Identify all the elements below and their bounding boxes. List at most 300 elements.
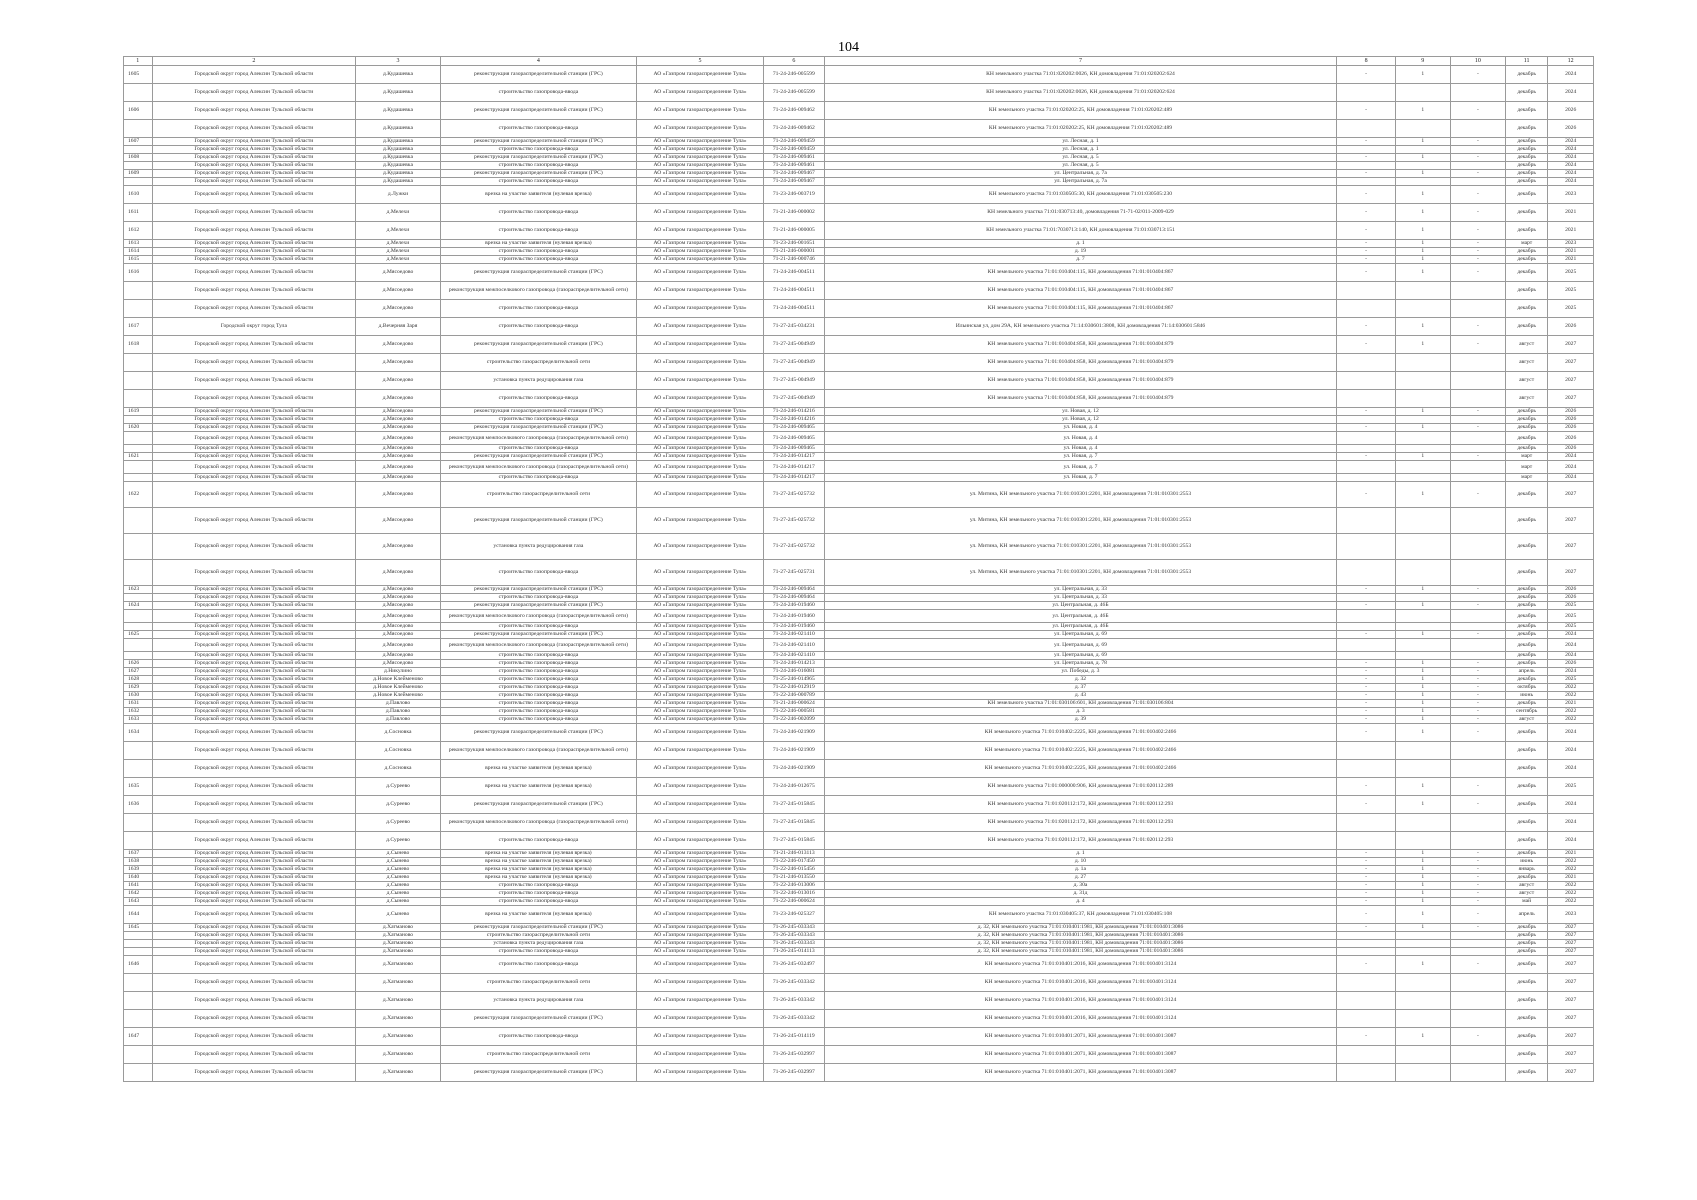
work-type-cell: реконструкция газораспределительной станции (ГРС) xyxy=(440,453,636,461)
table-row xyxy=(124,652,1594,660)
quantity-cell: 1 xyxy=(1395,850,1450,858)
quantity-cell: 1 xyxy=(1395,898,1450,906)
contract-number-cell: 71-24-246-009465 xyxy=(764,445,824,453)
address-cell: д. 43 xyxy=(824,692,1337,700)
municipality-cell: Городской округ город Алексин Тульской области xyxy=(152,264,355,282)
contract-number-cell: 71-24-246-004511 xyxy=(764,300,824,318)
col10-value-cell xyxy=(1450,974,1505,992)
organization-cell: АО «Газпром газораспределение Тула» xyxy=(636,318,763,336)
quantity-cell: 1 xyxy=(1395,1028,1450,1046)
month-cell: декабрь xyxy=(1505,154,1547,162)
row-number-cell xyxy=(124,534,153,560)
table-row xyxy=(124,708,1594,716)
address-cell: КН земельного участка 71:01:010404:858, КН домовладения 71:01:010404:879 xyxy=(824,390,1337,408)
row-number-cell xyxy=(124,445,153,453)
row-number-cell: 1646 xyxy=(124,956,153,974)
col8-value-cell: - xyxy=(1337,708,1395,716)
settlement-cell: д.Павлово xyxy=(356,700,441,708)
col10-value-cell: - xyxy=(1450,906,1505,924)
year-cell: 2024 xyxy=(1548,178,1594,186)
row-number-cell xyxy=(124,623,153,631)
address-cell: Ильинская ул, дом 29А, КН земельного участка 71:14:030601:3808, КН домовладения 71:14:030601:5846 xyxy=(824,318,1337,336)
year-cell: 2022 xyxy=(1548,882,1594,890)
work-type-cell: строительство газораспределительной сети xyxy=(440,482,636,508)
month-cell: декабрь xyxy=(1505,602,1547,610)
quantity-cell xyxy=(1395,1064,1450,1082)
year-cell: 2022 xyxy=(1548,898,1594,906)
year-cell: 2027 xyxy=(1548,372,1594,390)
contract-number-cell: 71-24-246-009467 xyxy=(764,178,824,186)
col10-value-cell: - xyxy=(1450,408,1505,416)
settlement-cell: д.Лужки xyxy=(356,186,441,204)
contract-number-cell: 71-21-246-013113 xyxy=(764,850,824,858)
municipality-cell: Городской округ город Алексин Тульской области xyxy=(152,1028,355,1046)
organization-cell: АО «Газпром газораспределение Тула» xyxy=(636,453,763,461)
col10-value-cell: - xyxy=(1450,850,1505,858)
col10-value-cell: - xyxy=(1450,586,1505,594)
settlement-cell: д.Кудашевка xyxy=(356,138,441,146)
row-number-cell: 1638 xyxy=(124,858,153,866)
municipality-cell: Городской округ город Алексин Тульской области xyxy=(152,639,355,652)
row-number-cell: 1616 xyxy=(124,264,153,282)
quantity-cell: 1 xyxy=(1395,66,1450,84)
settlement-cell: д.Суреево xyxy=(356,832,441,850)
year-cell: 2024 xyxy=(1548,461,1594,474)
table-row xyxy=(124,102,1594,120)
col10-value-cell: - xyxy=(1450,890,1505,898)
table-row xyxy=(124,390,1594,408)
row-number-cell: 1631 xyxy=(124,700,153,708)
table-row xyxy=(124,264,1594,282)
settlement-cell: д.Мясоедово xyxy=(356,390,441,408)
quantity-cell: 1 xyxy=(1395,708,1450,716)
work-type-cell: врезка на участке заявителя (нулевая врезка) xyxy=(440,906,636,924)
organization-cell: АО «Газпром газораспределение Тула» xyxy=(636,992,763,1010)
row-number-cell: 1641 xyxy=(124,882,153,890)
quantity-cell xyxy=(1395,432,1450,445)
row-number-cell: 1619 xyxy=(124,408,153,416)
work-type-cell: реконструкция газораспределительной станции (ГРС) xyxy=(440,724,636,742)
settlement-cell: д.Мясоедово xyxy=(356,474,441,482)
work-type-cell: реконструкция межпоселкового газопровода (газораспределительной сети) xyxy=(440,639,636,652)
row-number-cell xyxy=(124,146,153,154)
col8-value-cell: - xyxy=(1337,796,1395,814)
year-cell: 2024 xyxy=(1548,66,1594,84)
municipality-cell: Городской округ город Алексин Тульской области xyxy=(152,445,355,453)
col8-value-cell: - xyxy=(1337,424,1395,432)
col8-value-cell xyxy=(1337,282,1395,300)
work-type-cell: реконструкция межпоселкового газопровода (газораспределительной сети) xyxy=(440,461,636,474)
organization-cell: АО «Газпром газораспределение Тула» xyxy=(636,594,763,602)
col8-value-cell: - xyxy=(1337,408,1395,416)
address-cell: д. 1 xyxy=(824,240,1337,248)
year-cell: 2025 xyxy=(1548,300,1594,318)
col10-value-cell: - xyxy=(1450,676,1505,684)
address-cell: КН земельного участка 71:01:020202:25, КН домовладения 71:01:020202:489 xyxy=(824,120,1337,138)
month-cell: август xyxy=(1505,890,1547,898)
contract-number-cell: 71-22-246-017450 xyxy=(764,858,824,866)
organization-cell: АО «Газпром газораспределение Тула» xyxy=(636,660,763,668)
col8-value-cell: - xyxy=(1337,222,1395,240)
col8-value-cell xyxy=(1337,432,1395,445)
address-cell: д. 31д xyxy=(824,890,1337,898)
contract-number-cell: 71-26-245-033342 xyxy=(764,992,824,1010)
year-cell: 2025 xyxy=(1548,602,1594,610)
address-cell: д. 7 xyxy=(824,256,1337,264)
col10-value-cell xyxy=(1450,354,1505,372)
organization-cell: АО «Газпром газораспределение Тула» xyxy=(636,874,763,882)
municipality-cell: Городской округ город Алексин Тульской области xyxy=(152,256,355,264)
organization-cell: АО «Газпром газораспределение Тула» xyxy=(636,432,763,445)
year-cell: 2024 xyxy=(1548,170,1594,178)
organization-cell: АО «Газпром газораспределение Тула» xyxy=(636,906,763,924)
year-cell: 2026 xyxy=(1548,102,1594,120)
organization-cell: АО «Газпром газораспределение Тула» xyxy=(636,742,763,760)
col10-value-cell xyxy=(1450,416,1505,424)
quantity-cell: 1 xyxy=(1395,336,1450,354)
row-number-cell: 1625 xyxy=(124,631,153,639)
municipality-cell: Городской округ город Алексин Тульской области xyxy=(152,898,355,906)
table-row xyxy=(124,461,1594,474)
work-type-cell: реконструкция межпоселкового газопровода (газораспределительной сети) xyxy=(440,282,636,300)
contract-number-cell: 71-24-246-009462 xyxy=(764,120,824,138)
address-cell: КН земельного участка 71:01:010401:2071, КН домовладения 71:01:010401:3087 xyxy=(824,1064,1337,1082)
table-row xyxy=(124,84,1594,102)
municipality-cell: Городской округ город Алексин Тульской области xyxy=(152,992,355,1010)
address-cell: ул. Центральная, д. 78 xyxy=(824,660,1337,668)
table-row xyxy=(124,832,1594,850)
work-type-cell: врезка на участке заявителя (нулевая врезка) xyxy=(440,858,636,866)
month-cell: март xyxy=(1505,453,1547,461)
municipality-cell: Городской округ город Алексин Тульской области xyxy=(152,623,355,631)
row-number-cell xyxy=(124,639,153,652)
year-cell: 2022 xyxy=(1548,684,1594,692)
table-row xyxy=(124,416,1594,424)
row-number-cell xyxy=(124,992,153,1010)
address-cell: д. 32, КН земельного участка 71:01:010401:1981, КН домовладения 71:01:010401:3086 xyxy=(824,924,1337,932)
month-cell: декабрь xyxy=(1505,932,1547,940)
address-cell: ул. Новая, д. 4 xyxy=(824,445,1337,453)
organization-cell: АО «Газпром газораспределение Тула» xyxy=(636,508,763,534)
quantity-cell xyxy=(1395,1010,1450,1028)
organization-cell: АО «Газпром газораспределение Тула» xyxy=(636,146,763,154)
settlement-cell: д.Хатманово xyxy=(356,924,441,932)
col10-value-cell xyxy=(1450,594,1505,602)
table-row xyxy=(124,424,1594,432)
month-cell: декабрь xyxy=(1505,594,1547,602)
table-row xyxy=(124,534,1594,560)
organization-cell: АО «Газпром газораспределение Тула» xyxy=(636,760,763,778)
settlement-cell: д.Мясоедово xyxy=(356,594,441,602)
col8-value-cell xyxy=(1337,974,1395,992)
row-number-cell: 1644 xyxy=(124,906,153,924)
contract-number-cell: 71-26-245-033343 xyxy=(764,940,824,948)
work-type-cell: реконструкция газораспределительной станции (ГРС) xyxy=(440,924,636,932)
col8-value-cell: - xyxy=(1337,482,1395,508)
month-cell: декабрь xyxy=(1505,700,1547,708)
table-row xyxy=(124,639,1594,652)
municipality-cell: Городской округ город Алексин Тульской области xyxy=(152,120,355,138)
work-type-cell: строительство газопровода-ввода xyxy=(440,300,636,318)
contract-number-cell: 71-24-246-009464 xyxy=(764,594,824,602)
year-cell: 2027 xyxy=(1548,482,1594,508)
address-cell: ул. Новая, д. 7 xyxy=(824,474,1337,482)
col8-value-cell: - xyxy=(1337,248,1395,256)
settlement-cell: д.Хатманово xyxy=(356,1028,441,1046)
year-cell: 2022 xyxy=(1548,692,1594,700)
month-cell: декабрь xyxy=(1505,84,1547,102)
col8-value-cell: - xyxy=(1337,256,1395,264)
work-type-cell: строительство газопровода-ввода xyxy=(440,1028,636,1046)
settlement-cell: д.Хатманово xyxy=(356,932,441,940)
year-cell: 2025 xyxy=(1548,778,1594,796)
work-type-cell: строительство газопровода-ввода xyxy=(440,474,636,482)
col10-value-cell: - xyxy=(1450,796,1505,814)
organization-cell: АО «Газпром газораспределение Тула» xyxy=(636,724,763,742)
quantity-cell xyxy=(1395,832,1450,850)
month-cell: декабрь xyxy=(1505,1046,1547,1064)
municipality-cell: Городской округ город Алексин Тульской области xyxy=(152,858,355,866)
work-type-cell: строительство газопровода-ввода xyxy=(440,676,636,684)
settlement-cell: д.Мелехи xyxy=(356,248,441,256)
work-type-cell: врезка на участке заявителя (нулевая врезка) xyxy=(440,240,636,248)
col10-value-cell: - xyxy=(1450,778,1505,796)
municipality-cell: Городской округ город Алексин Тульской области xyxy=(152,186,355,204)
year-cell: 2023 xyxy=(1548,186,1594,204)
table-row xyxy=(124,474,1594,482)
quantity-cell xyxy=(1395,84,1450,102)
address-cell: д. 32, КН земельного участка 71:01:010401:1981, КН домовладения 71:01:010401:3086 xyxy=(824,948,1337,956)
settlement-cell: д.Вечерняя Заря xyxy=(356,318,441,336)
contract-number-cell: 71-22-246-015456 xyxy=(764,866,824,874)
col10-value-cell xyxy=(1450,474,1505,482)
municipality-cell: Городской округ город Алексин Тульской области xyxy=(152,300,355,318)
settlement-cell: д.Кудашевка xyxy=(356,146,441,154)
col10-value-cell: - xyxy=(1450,154,1505,162)
col8-value-cell: - xyxy=(1337,204,1395,222)
month-cell: декабрь xyxy=(1505,1010,1547,1028)
col10-value-cell: - xyxy=(1450,186,1505,204)
month-cell: декабрь xyxy=(1505,874,1547,882)
row-number-cell xyxy=(124,474,153,482)
work-type-cell: реконструкция газораспределительной станции (ГРС) xyxy=(440,264,636,282)
col8-value-cell: - xyxy=(1337,850,1395,858)
contract-number-cell: 71-21-246-000005 xyxy=(764,222,824,240)
organization-cell: АО «Газпром газораспределение Тула» xyxy=(636,120,763,138)
municipality-cell: Городской округ город Алексин Тульской области xyxy=(152,594,355,602)
municipality-cell: Городской округ город Алексин Тульской области xyxy=(152,66,355,84)
settlement-cell: д.Кудашевка xyxy=(356,170,441,178)
col10-value-cell xyxy=(1450,146,1505,154)
col10-value-cell xyxy=(1450,1010,1505,1028)
address-cell: КН земельного участка 71:01:030405:37, КН домовладения 71:01:030405:108 xyxy=(824,906,1337,924)
col10-value-cell: - xyxy=(1450,684,1505,692)
organization-cell: АО «Газпром газораспределение Тула» xyxy=(636,814,763,832)
municipality-cell: Городской округ город Алексин Тульской области xyxy=(152,660,355,668)
organization-cell: АО «Газпром газораспределение Тула» xyxy=(636,256,763,264)
organization-cell: АО «Газпром газораспределение Тула» xyxy=(636,778,763,796)
year-cell: 2024 xyxy=(1548,832,1594,850)
month-cell: декабрь xyxy=(1505,796,1547,814)
quantity-cell xyxy=(1395,461,1450,474)
col8-value-cell xyxy=(1337,461,1395,474)
year-cell: 2024 xyxy=(1548,154,1594,162)
month-cell: декабрь xyxy=(1505,639,1547,652)
settlement-cell: д.Сынево xyxy=(356,906,441,924)
col10-value-cell xyxy=(1450,742,1505,760)
row-number-cell: 1639 xyxy=(124,866,153,874)
month-cell: декабрь xyxy=(1505,652,1547,660)
contract-number-cell: 71-26-245-033343 xyxy=(764,924,824,932)
table-row xyxy=(124,560,1594,586)
table-row xyxy=(124,372,1594,390)
quantity-cell: 1 xyxy=(1395,866,1450,874)
column-header: 2 xyxy=(152,57,355,66)
table-row xyxy=(124,742,1594,760)
address-cell: д. 30а xyxy=(824,882,1337,890)
table-row xyxy=(124,508,1594,534)
contract-number-cell: 71-24-246-009465 xyxy=(764,424,824,432)
table-body xyxy=(124,66,1594,1082)
contract-number-cell: 71-27-245-004949 xyxy=(764,354,824,372)
quantity-cell: 1 xyxy=(1395,924,1450,932)
quantity-cell: 1 xyxy=(1395,222,1450,240)
organization-cell: АО «Газпром газораспределение Тула» xyxy=(636,652,763,660)
settlement-cell: д.Сынево xyxy=(356,882,441,890)
col10-value-cell xyxy=(1450,623,1505,631)
year-cell: 2026 xyxy=(1548,120,1594,138)
contract-number-cell: 71-27-245-004949 xyxy=(764,336,824,354)
quantity-cell xyxy=(1395,372,1450,390)
row-number-cell: 1633 xyxy=(124,716,153,724)
settlement-cell: д.Хатманово xyxy=(356,956,441,974)
quantity-cell: 1 xyxy=(1395,692,1450,700)
col10-value-cell: - xyxy=(1450,700,1505,708)
col10-value-cell: - xyxy=(1450,482,1505,508)
row-number-cell: 1640 xyxy=(124,874,153,882)
col8-value-cell: - xyxy=(1337,668,1395,676)
contract-number-cell: 71-24-246-014216 xyxy=(764,416,824,424)
organization-cell: АО «Газпром газораспределение Тула» xyxy=(636,796,763,814)
col8-value-cell xyxy=(1337,1010,1395,1028)
year-cell: 2024 xyxy=(1548,639,1594,652)
month-cell: декабрь xyxy=(1505,1028,1547,1046)
row-number-cell xyxy=(124,461,153,474)
col10-value-cell: - xyxy=(1450,924,1505,932)
settlement-cell: д.Хатманово xyxy=(356,948,441,956)
month-cell: декабрь xyxy=(1505,508,1547,534)
contract-number-cell: 71-24-246-009464 xyxy=(764,586,824,594)
organization-cell: АО «Газпром газораспределение Тула» xyxy=(636,354,763,372)
year-cell: 2021 xyxy=(1548,256,1594,264)
work-type-cell: врезка на участке заявителя (нулевая врезка) xyxy=(440,874,636,882)
contract-number-cell: 71-24-246-005599 xyxy=(764,84,824,102)
settlement-cell: д.Мясоедово xyxy=(356,432,441,445)
year-cell: 2024 xyxy=(1548,84,1594,102)
quantity-cell: 1 xyxy=(1395,586,1450,594)
col8-value-cell xyxy=(1337,445,1395,453)
table-row xyxy=(124,1028,1594,1046)
column-header: 8 xyxy=(1337,57,1395,66)
table-row xyxy=(124,760,1594,778)
table-row xyxy=(124,282,1594,300)
municipality-cell: Городской округ город Алексин Тульской области xyxy=(152,796,355,814)
work-type-cell: строительство газопровода-ввода xyxy=(440,956,636,974)
col8-value-cell: - xyxy=(1337,778,1395,796)
column-header: 4 xyxy=(440,57,636,66)
table-row xyxy=(124,992,1594,1010)
table-row xyxy=(124,170,1594,178)
month-cell: декабрь xyxy=(1505,974,1547,992)
organization-cell: АО «Газпром газораспределение Тула» xyxy=(636,684,763,692)
organization-cell: АО «Газпром газораспределение Тула» xyxy=(636,940,763,948)
work-type-cell: строительство газопровода-ввода xyxy=(440,708,636,716)
row-number-cell: 1630 xyxy=(124,692,153,700)
col8-value-cell xyxy=(1337,623,1395,631)
address-cell: д. 32, КН земельного участка 71:01:010401:1981, КН домовладения 71:01:010401:3086 xyxy=(824,940,1337,948)
year-cell: 2022 xyxy=(1548,716,1594,724)
work-type-cell: реконструкция газораспределительной станции (ГРС) xyxy=(440,138,636,146)
settlement-cell: д.Кудашевка xyxy=(356,66,441,84)
address-cell: д. 19 xyxy=(824,248,1337,256)
col8-value-cell: - xyxy=(1337,890,1395,898)
table-row xyxy=(124,146,1594,154)
month-cell: декабрь xyxy=(1505,204,1547,222)
year-cell: 2023 xyxy=(1548,906,1594,924)
col10-value-cell: - xyxy=(1450,724,1505,742)
organization-cell: АО «Газпром газораспределение Тула» xyxy=(636,692,763,700)
month-cell: декабрь xyxy=(1505,416,1547,424)
work-type-cell: строительство газораспределительной сети xyxy=(440,354,636,372)
contract-number-cell: 71-24-246-019460 xyxy=(764,602,824,610)
col10-value-cell xyxy=(1450,1064,1505,1082)
month-cell: декабрь xyxy=(1505,408,1547,416)
address-cell: д. 4 xyxy=(824,898,1337,906)
work-type-cell: реконструкция межпоселкового газопровода (газораспределительной сети) xyxy=(440,814,636,832)
col10-value-cell: - xyxy=(1450,240,1505,248)
municipality-cell: Городской округ город Алексин Тульской области xyxy=(152,508,355,534)
settlement-cell: д.Мясоедово xyxy=(356,336,441,354)
work-type-cell: строительство газопровода-ввода xyxy=(440,256,636,264)
table-row xyxy=(124,716,1594,724)
settlement-cell: д.Никулино xyxy=(356,668,441,676)
settlement-cell: д.Хатманово xyxy=(356,1010,441,1028)
month-cell: март xyxy=(1505,240,1547,248)
col8-value-cell xyxy=(1337,814,1395,832)
month-cell: декабрь xyxy=(1505,956,1547,974)
month-cell: декабрь xyxy=(1505,992,1547,1010)
year-cell: 2027 xyxy=(1548,390,1594,408)
row-number-cell: 1627 xyxy=(124,668,153,676)
table-row xyxy=(124,120,1594,138)
col10-value-cell: - xyxy=(1450,631,1505,639)
address-cell: КН земельного участка 71:01:010404:858, КН домовладения 71:01:010404:879 xyxy=(824,372,1337,390)
contract-number-cell: 71-21-246-000624 xyxy=(764,700,824,708)
quantity-cell xyxy=(1395,390,1450,408)
municipality-cell: Городской округ город Алексин Тульской области xyxy=(152,248,355,256)
year-cell: 2021 xyxy=(1548,204,1594,222)
column-header: 7 xyxy=(824,57,1337,66)
contract-number-cell: 71-22-246-000624 xyxy=(764,898,824,906)
settlement-cell: д.Мясоедово xyxy=(356,508,441,534)
year-cell: 2027 xyxy=(1548,924,1594,932)
municipality-cell: Городской округ город Алексин Тульской области xyxy=(152,724,355,742)
month-cell: декабрь xyxy=(1505,631,1547,639)
contract-number-cell: 71-27-245-015845 xyxy=(764,796,824,814)
month-cell: декабрь xyxy=(1505,162,1547,170)
organization-cell: АО «Газпром газораспределение Тула» xyxy=(636,264,763,282)
col8-value-cell: - xyxy=(1337,676,1395,684)
